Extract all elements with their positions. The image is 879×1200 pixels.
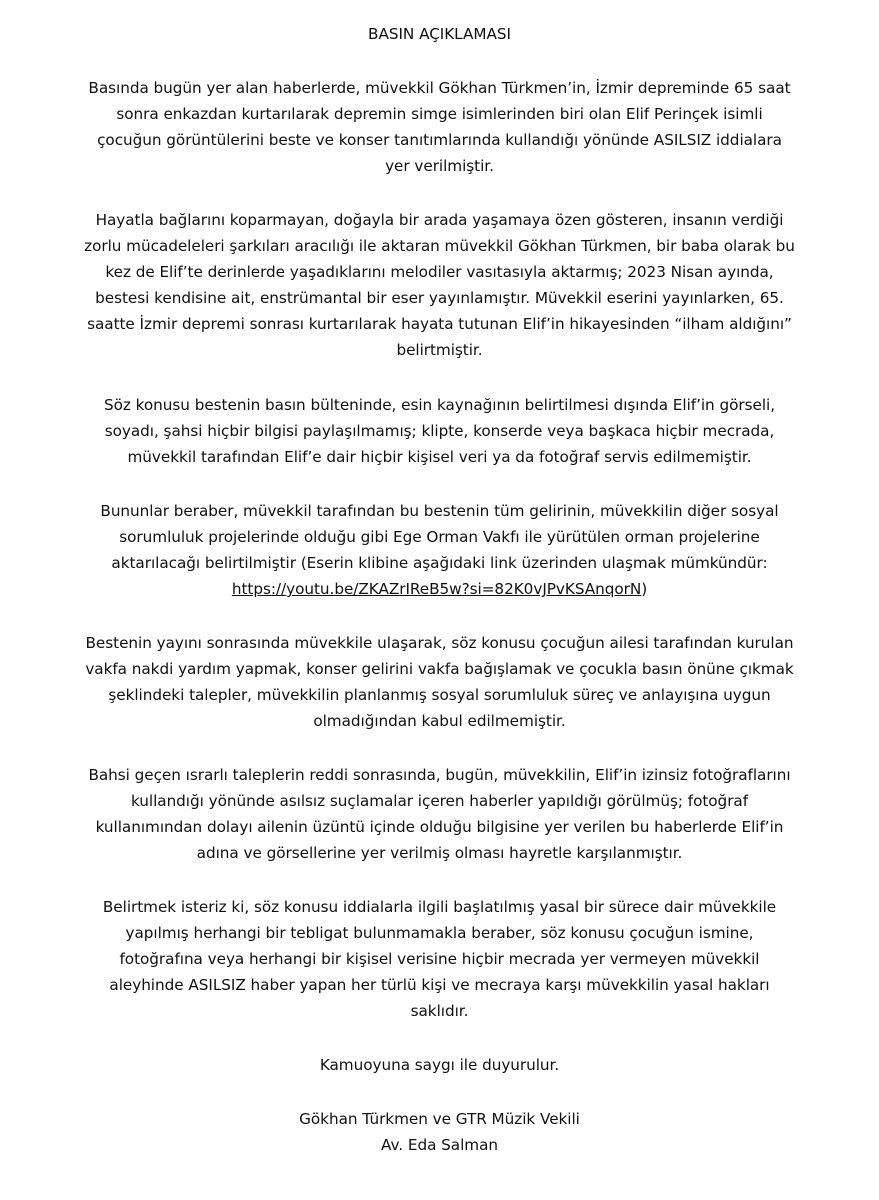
paragraph-line: Söz konusu bestenin basın bülteninde, esin kaynağının belirtilmesi dışında Elif’in görseli,	[103, 396, 776, 414]
closing-line: Kamuoyuna saygı ile duyurulur.	[319, 1056, 560, 1074]
paragraph-line: yapılmış herhangi bir tebligat bulunmamakla beraber, söz konusu çocuğun ismine,	[125, 924, 754, 942]
paragraph-line: saklıdır.	[410, 1002, 469, 1020]
paragraph-line: Bestenin yayını sonrasında müvekkile ulaşarak, söz konusu çocuğun ailesi tarafından kurulan	[85, 634, 794, 652]
paragraph-line: sorumluluk projelerinde olduğu gibi Ege Orman Vakfı ile yürütülen orman projelerine	[119, 528, 760, 546]
signature-line: Gökhan Türkmen ve GTR Müzik Vekili	[299, 1110, 580, 1128]
paragraph-line: aleyhinde ASILSIZ haber yapan her türlü kişi ve mecraya karşı müvekkilin yasal hakları	[109, 976, 770, 994]
paragraph-line: zorlu mücadeleleri şarkıları aracılığı ile aktaran müvekkil Gökhan Türkmen, bir baba olarak bu	[84, 237, 795, 255]
paragraph-line: Hayatla bağlarını koparmayan, doğayla bir arada yaşamaya özen gösteren, insanın verdiği	[95, 211, 784, 229]
paragraph-line: kullandığı yönünde asılsız suçlamalar içeren haberler yapıldığı görülmüş; fotoğraf	[130, 792, 749, 810]
paragraph-line: Belirtmek isteriz ki, söz konusu iddialarla ilgili başlatılmış yasal bir sürece dair müvekkile	[102, 898, 777, 916]
paragraph-line: yer verilmiştir.	[385, 157, 494, 175]
paragraph-line: sonra enkazdan kurtarılarak depremin simge isimlerinden biri olan Elif Perinçek isimli	[116, 105, 763, 123]
paragraph-line: aktarılacağı belirtilmiştir (Eserin klibine aşağıdaki link üzerinden ulaşmak mümkündür:	[111, 554, 768, 572]
paragraph-line: Bununlar beraber, müvekkil tarafından bu bestenin tüm gelirinin, müvekkilin diğer sosyal	[100, 502, 779, 520]
paragraph-line: olmadığından kabul edilmemiştir.	[313, 712, 566, 730]
paragraph-line: fotoğrafına veya herhangi bir kişisel verisine hiçbir mecrada yer vermeyen müvekkil	[119, 950, 760, 968]
paragraph-line: çocuğun görüntülerini beste ve konser tanıtımlarında kullandığı yönünde ASILSIZ iddialara	[97, 131, 782, 149]
link-line	[0, 576, 879, 602]
youtube-link[interactable]: https://youtu.be/ZKAZrIReB5w?si=82K0vJPvKSAnqorN	[231, 580, 642, 598]
paragraph-line: Basında bugün yer alan haberlerde, müvekkil Gökhan Türkmen’in, İzmir depreminde 65 saat	[88, 79, 791, 97]
paragraph-line: belirtmiştir.	[396, 341, 483, 359]
paragraph-line: kullanımından dolayı ailenin üzüntü içinde olduğu bilgisine yer verilen bu haberlerde Elif’in	[95, 818, 784, 836]
paragraph-line: bestesi kendisine ait, enstrümantal bir eser yayınlamıştır. Müvekkil eserini yayınlarken, 65.	[95, 289, 784, 307]
paragraph-line: adına ve görsellerine yer verilmiş olması hayretle karşılanmıştır.	[196, 844, 683, 862]
paragraph-line: şeklindeki talepler, müvekkilin planlanmış sosyal sorumluluk süreç ve anlayışına uygun	[108, 686, 771, 704]
paragraph-line: müvekkil tarafından Elif’e dair hiçbir kişisel veri ya da fotoğraf servis edilmemiştir.	[127, 448, 752, 466]
paragraph-line: Bahsi geçen ısrarlı taleplerin reddi sonrasında, bugün, müvekkilin, Elif’in izinsiz fotoğraflarını	[88, 766, 791, 784]
signature-line: Av. Eda Salman	[380, 1136, 498, 1154]
paragraph-line: saatte İzmir depremi sonrası kurtarılarak hayata tutunan Elif’in hikayesinden “ilham aldığını”	[87, 315, 792, 333]
link-suffix: )	[641, 580, 648, 598]
paragraph-line: soyadı, şahsi hiçbir bilgisi paylaşılmamış; klipte, konserde veya başkaca hiçbir mecrada,	[104, 422, 775, 440]
document-title: BASIN AÇIKLAMASI	[368, 25, 511, 43]
paragraph-line: vakfa nakdi yardım yapmak, konser gelirini vakfa bağışlamak ve çocukla basın önüne çıkmak	[85, 660, 794, 678]
paragraph-line: kez de Elif’te derinlerde yaşadıklarını melodiler vasıtasıyla aktarmış; 2023 Nisan ayında,	[105, 263, 774, 281]
